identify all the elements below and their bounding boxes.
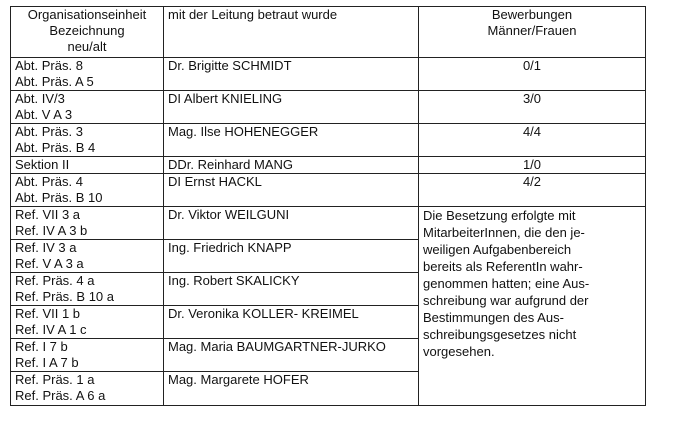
table-header-row [11,7,646,58]
note-line: vorgesehen. [423,344,495,359]
header-unit-line: Organisationseinheit [27,7,147,22]
unit-name: Abt. Präs. B 10 [15,190,103,205]
unit-name: Ref. Präs. B 10 a [15,289,114,304]
unit-name: Ref. IV A 1 c [15,322,87,337]
applications-cell: 3/0 [419,91,646,124]
unit-name: Ref. Präs. A 6 a [15,388,106,403]
unit-name: Abt. Präs. A 5 [15,74,94,89]
note-line: weiligen Aufgabenbereich [423,242,572,257]
header-applications-line: Bewerbungen [491,7,573,22]
unit-name: Abt. Präs. B 4 [15,140,96,155]
header-unit-line: Bezeichnung [49,23,125,38]
note-cell [419,207,646,406]
note-line: bereits als ReferentIn wahr- [423,259,583,274]
unit-name: Abt. V A 3 [15,107,73,122]
unit-cell [11,157,164,174]
unit-name: Ref. I A 7 b [15,355,79,370]
unit-cell [11,306,164,339]
table-row [11,207,646,240]
header-leader: mit der Leitung betraut wurde [164,7,419,58]
unit-name: Sektion II [15,157,70,172]
leader-cell: Ing. Robert SKALICKY [164,273,419,306]
header-applications [419,7,646,58]
leader-cell: Mag. Maria BAUMGARTNER-JURKO [164,339,419,372]
leader-cell: DDr. Reinhard MANG [164,157,419,174]
unit-name: Ref. I 7 b [15,339,68,354]
unit-name: Ref. Präs. 1 a [15,372,95,387]
unit-cell [11,339,164,372]
leader-cell: DI Ernst HACKL [164,174,419,207]
leader-cell: Ing. Friedrich KNAPP [164,240,419,273]
unit-name: Abt. IV/3 [15,91,65,106]
leader-cell: Dr. Veronika KOLLER- KREIMEL [164,306,419,339]
unit-name: Ref. VII 1 b [15,306,81,321]
applications-cell: 4/2 [419,174,646,207]
unit-name: Ref. IV 3 a [15,240,77,255]
applications-cell: 0/1 [419,58,646,91]
applications-cell: 4/4 [419,124,646,157]
unit-cell [11,207,164,240]
unit-name: Ref. V A 3 a [15,256,84,271]
unit-cell [11,240,164,273]
header-unit-line: neu/alt [67,39,107,54]
leader-cell: Dr. Brigitte SCHMIDT [164,58,419,91]
unit-cell [11,372,164,406]
unit-name: Ref. Präs. 4 a [15,273,95,288]
unit-cell [11,273,164,306]
note-line: MitarbeiterInnen, die den je- [423,225,585,240]
header-applications-line: Männer/Frauen [487,23,577,38]
leader-cell: Mag. Ilse HOHENEGGER [164,124,419,157]
note-line: schreibung war aufgrund der [423,293,589,308]
unit-cell [11,91,164,124]
note-line: genommen hatten; eine Aus- [423,276,590,291]
unit-name: Abt. Präs. 3 [15,124,83,139]
table-row [11,157,646,174]
table-row [11,124,646,157]
unit-name: Abt. Präs. 8 [15,58,83,73]
leader-cell: Dr. Viktor WEILGUNI [164,207,419,240]
unit-name: Ref. VII 3 a [15,207,81,222]
header-unit [11,7,164,58]
note-line: schreibungsgesetzes nicht [423,327,577,342]
table-row [11,91,646,124]
leader-cell: Mag. Margarete HOFER [164,372,419,406]
unit-name: Abt. Präs. 4 [15,174,83,189]
unit-cell [11,58,164,91]
unit-cell [11,124,164,157]
note-line: Bestimmungen des Aus- [423,310,564,325]
applications-cell: 1/0 [419,157,646,174]
staffing-table [10,6,646,406]
table-row [11,174,646,207]
unit-cell [11,174,164,207]
note-line: Die Besetzung erfolgte mit [423,208,576,223]
unit-name: Ref. IV A 3 b [15,223,88,238]
table-row [11,58,646,91]
leader-cell: DI Albert KNIELING [164,91,419,124]
